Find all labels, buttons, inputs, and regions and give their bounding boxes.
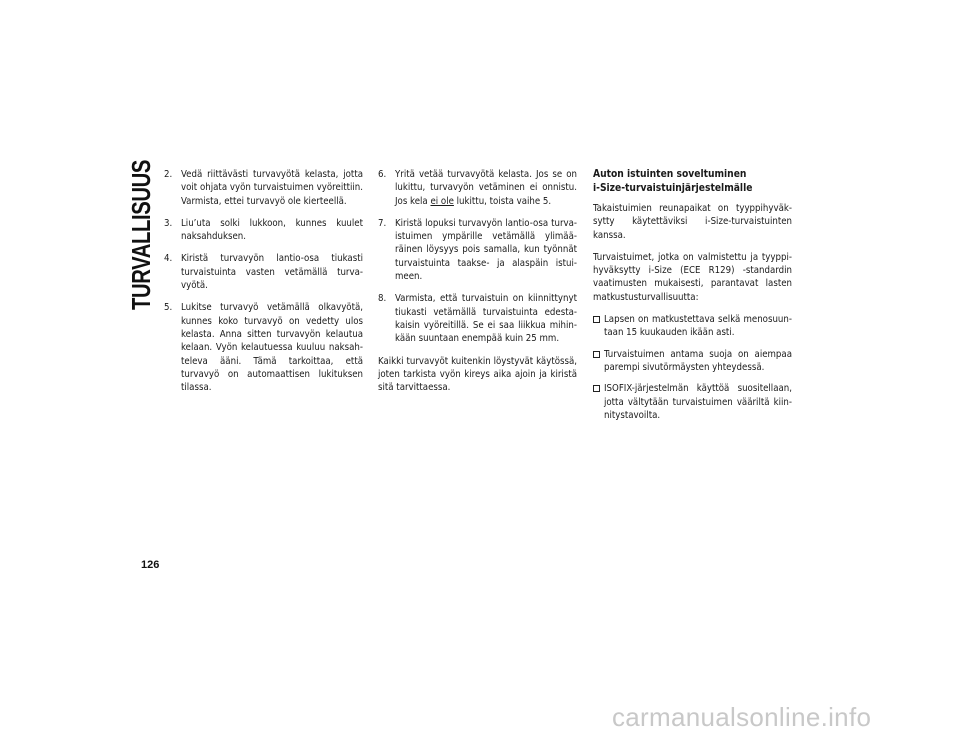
step-text: Kiristä turvavyön lantio-osa tiukasti turvaistuinta vasten vetämällä turva-vyötä. xyxy=(181,253,363,292)
step-text: Lukitse turvavyö vetämällä olkavyötä, kunnes koko turvavyö on vedetty ulos kelasta. Anna sitten turvavyön kelautua kelaan. Vyön kelautuessa kuuluu naksah-televa ääni. Tämä tarkoittaa, että turvavyö on automaattisen lukituksen tilassa. xyxy=(181,302,363,394)
bullet-text: ISOFIX-järjestelmän käyttöä suositellaan, jotta vältytään turvaistuimen vääriltä kiin-nitystavoilta. xyxy=(604,383,792,421)
step-text xyxy=(395,168,577,208)
step-number: 5. xyxy=(164,302,173,314)
heading-line: Auton istuinten soveltuminen xyxy=(593,169,747,180)
paragraph: Turvaistuimet, jotka on valmistettu ja tyyppi-hyväksytty i-Size (ECE R129) -standardin vaatimusten mukaisesti, parantavat lasten matkustusturvallisuutta: xyxy=(593,251,792,303)
bullet-item xyxy=(593,382,792,422)
watermark: carmanualsonline.info xyxy=(612,702,872,732)
step-8 xyxy=(378,292,577,345)
step-number: 2. xyxy=(164,169,173,180)
step-6 xyxy=(378,168,577,208)
column-3 xyxy=(593,168,792,430)
step-5 xyxy=(164,301,363,394)
step-2 xyxy=(164,168,363,208)
section-heading xyxy=(593,168,792,195)
step-4 xyxy=(164,252,363,292)
heading-line: i-Size-turvaistuinjärjestelmälle xyxy=(593,182,753,194)
checkbox-bullet-icon xyxy=(593,385,600,392)
paragraph: Takaistuimien reunapaikat on tyyppihyväk-sytty käytettäviksi i-Size-turvaistuinten kanssa. xyxy=(593,203,792,241)
step-number: 6. xyxy=(378,169,387,180)
step-number: 3. xyxy=(164,217,173,229)
step-text: Liu’uta solki lukkoon, kunnes kuulet naksahduksen. xyxy=(181,217,363,243)
step-text-part: Yritä vetää turvavyötä kelasta. Jos se on lukittu, turvavyön vetäminen ei onnistu. Jos kela xyxy=(395,169,577,207)
step-text: Varmista, että turvaistuin on kiinnittynyt tiukasti vetämällä turvaistuinta edesta-kaisin vyöreitillä. Se ei saa liikkua mihin-kään suuntaan enempää kuin 25 mm. xyxy=(395,293,577,345)
paragraph: Kaikki turvavyöt kuitenkin löystyvät käytössä, joten tarkista vyön kireys aika ajoin ja kiristä sitä tarvittaessa. xyxy=(378,355,577,394)
bullet-text: Turvaistuimen antama suoja on aiempaa parempi sivutörmäysten yhteydessä. xyxy=(604,348,792,373)
section-tab xyxy=(114,159,160,310)
step-number: 4. xyxy=(164,253,173,265)
bullet-text: Lapsen on matkustettava selkä menosuun-taan 15 kuukauden ikään asti. xyxy=(604,314,792,339)
step-7 xyxy=(378,217,577,283)
underlined-text: ei ole xyxy=(430,195,454,207)
step-text: Vedä riittävästi turvavyötä kelasta, jotta voit ohjata vyön turvaistuimen vyöreittiin. Varmista, ettei turvavyö ole kierteellä. xyxy=(181,169,363,207)
step-number: 7. xyxy=(378,217,387,229)
checkbox-bullet-icon xyxy=(593,351,600,358)
checkbox-bullet-icon xyxy=(593,316,600,323)
step-3 xyxy=(164,217,363,244)
section-title: TURVALLISUUS xyxy=(126,159,156,310)
bullet-item xyxy=(593,313,792,340)
step-text: Kiristä lopuksi turvavyön lantio-osa turva-istuimen ympärille vetämällä ylimää-räinen löysyys pois samalla, kun työnnät turvaistuinta taakse- ja alaspäin istui-meen. xyxy=(395,217,577,283)
column-2 xyxy=(378,168,577,403)
page-number: 126 xyxy=(141,559,160,571)
step-number: 8. xyxy=(378,293,387,305)
bullet-item xyxy=(593,348,792,375)
column-1 xyxy=(164,168,363,403)
step-text-part: lukittu, toista vaihe 5. xyxy=(453,195,552,207)
